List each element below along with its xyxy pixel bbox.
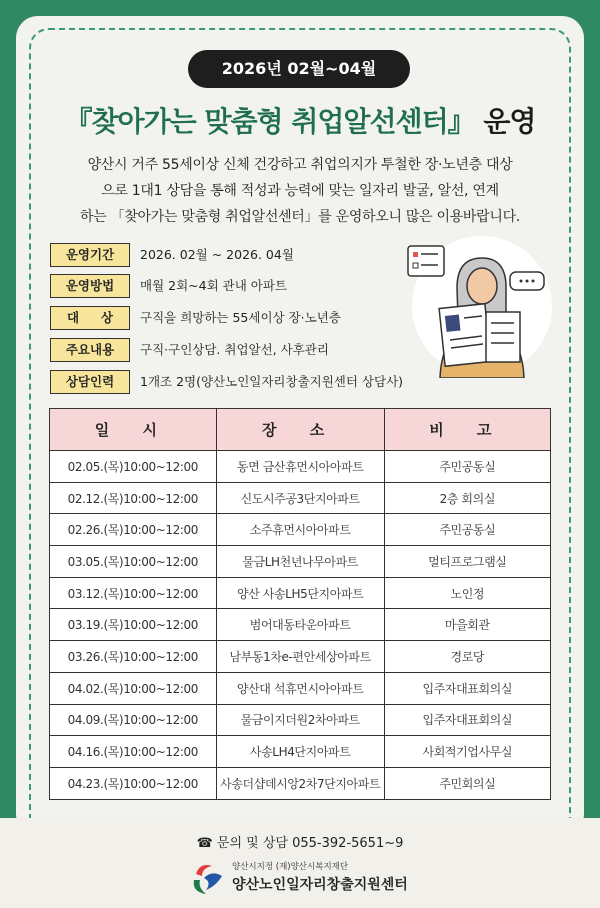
column-header-note: 비 고 [384,409,550,451]
cell-datetime: 02.26.(목)10:00~12:00 [50,514,217,546]
cell-note: 노인정 [384,577,550,609]
intro-line-3: 하는 「찾아가는 맞춤형 취업알선센터」를 운영하오니 많은 이용바랍니다. [80,209,520,225]
table-header-row [50,409,551,451]
cell-datetime: 02.05.(목)10:00~12:00 [50,451,217,483]
cell-location: 양산 사송LH5단지아파트 [216,577,384,609]
cell-datetime: 03.12.(목)10:00~12:00 [50,577,217,609]
cell-datetime: 04.09.(목)10:00~12:00 [50,704,217,736]
intro-line-2: 으로 1대1 상담을 통해 적성과 능력에 맞는 일자리 발굴, 알선, 연계 [101,183,499,199]
cell-location: 사송LH4단지아파트 [216,736,384,768]
info-label: 상담인력 [50,370,130,394]
cell-note: 입주자대표회의실 [384,704,550,736]
table-row [50,577,551,609]
page-title [0,100,600,140]
cell-datetime: 03.19.(목)10:00~12:00 [50,609,217,641]
intro-text [52,152,548,230]
table-row [50,482,551,514]
title-main: 『찾아가는 맞춤형 취업알선센터』 [64,105,475,138]
info-label: 대 상 [50,306,130,330]
cell-location: 사송더샵데시앙2차7단지아파트 [216,767,384,799]
cell-datetime: 04.23.(목)10:00~12:00 [50,767,217,799]
cell-location: 물금LH천년나무아파트 [216,546,384,578]
schedule-table [49,408,551,800]
table-row [50,767,551,799]
logo-mark-icon [190,860,226,896]
contact-line: ☎ 문의 및 상담 055-392-5651~9 [196,836,404,851]
cell-datetime: 03.05.(목)10:00~12:00 [50,546,217,578]
info-label: 운영방법 [50,274,130,298]
info-value: 1개조 2명(양산노인일자리창출지원센터 상담사) [140,374,404,389]
cell-note: 멀티프로그램실 [384,546,550,578]
title-suffix: 운영 [474,105,536,138]
table-row [50,546,551,578]
table-body [50,451,551,800]
info-value: 구직·구인상담. 취업알선, 사후관리 [140,342,329,357]
cell-location: 물금이지더원2차아파트 [216,704,384,736]
column-header-datetime: 일 시 [50,409,217,451]
cell-datetime: 04.02.(목)10:00~12:00 [50,672,217,704]
info-value: 구직을 희망하는 55세이상 장·노년층 [140,310,341,325]
table-row [50,451,551,483]
cell-note: 경로당 [384,641,550,673]
cell-datetime: 02.12.(목)10:00~12:00 [50,482,217,514]
cell-note: 2층 회의실 [384,482,550,514]
logo-subtitle: 양산시지정 (재)양산시복지재단 [232,862,349,872]
intro-line-1: 양산시 거주 55세이상 신체 건강하고 취업의지가 투철한 장·노년층 대상 [87,157,513,173]
info-value: 매월 2회~4회 관내 아파트 [140,278,287,293]
counselor-illustration [402,228,552,378]
cell-datetime: 03.26.(목)10:00~12:00 [50,641,217,673]
cell-location: 범어대동타운아파트 [216,609,384,641]
table-row [50,514,551,546]
cell-location: 동면 금산휴먼시아아파트 [216,451,384,483]
info-value: 2026. 02월 ~ 2026. 04월 [140,247,294,262]
cell-location: 양산대 석휴먼시아아파트 [216,672,384,704]
cell-note: 주민공동실 [384,514,550,546]
table-row [50,704,551,736]
center-logo [190,858,420,898]
cell-note: 사회적기업사무실 [384,736,550,768]
column-header-location: 장 소 [216,409,384,451]
info-label: 주요내용 [50,338,130,362]
table-row [50,641,551,673]
cell-location: 소주휴먼시아아파트 [216,514,384,546]
cell-note: 주민공동실 [384,451,550,483]
period-badge: 2026년 02월~04월 [188,50,410,88]
cell-note: 주민회의실 [384,767,550,799]
info-label: 운영기간 [50,243,130,267]
logo-title: 양산노인일자리창출지원센터 [232,877,408,893]
table-row [50,609,551,641]
cell-note: 입주자대표회의실 [384,672,550,704]
cell-datetime: 04.16.(목)10:00~12:00 [50,736,217,768]
cell-location: 신도시주공3단지아파트 [216,482,384,514]
table-row [50,736,551,768]
cell-note: 마을회관 [384,609,550,641]
cell-location: 남부동1차e-편안세상아파트 [216,641,384,673]
table-row [50,672,551,704]
